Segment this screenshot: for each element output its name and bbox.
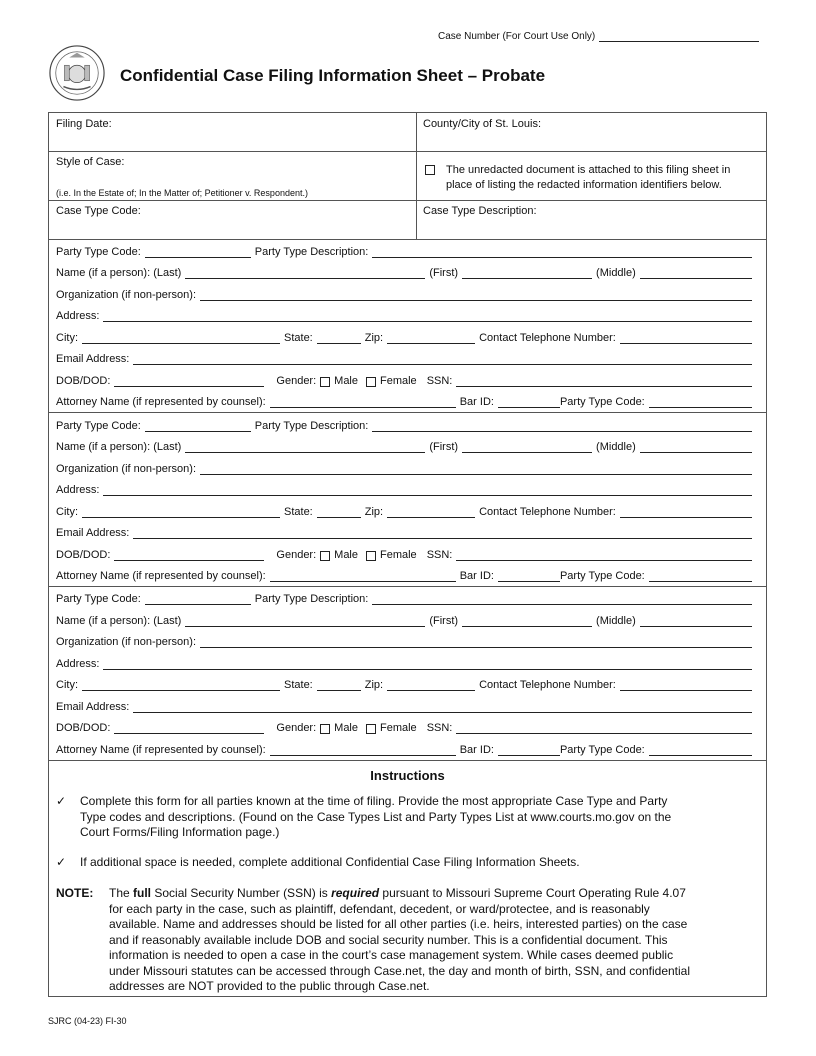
attorney-label: Attorney Name (if represented by counsel):: [56, 570, 266, 582]
divider: [48, 239, 767, 240]
checkmark-icon: ✓: [56, 855, 67, 869]
phone-input[interactable]: [620, 679, 752, 691]
form-id: SJRC (04-23) FI-30: [48, 1016, 127, 1026]
middle-name-input[interactable]: [640, 615, 752, 627]
party-type-code-input[interactable]: [145, 246, 251, 258]
style-of-case-hint: (i.e. In the Estate of; In the Matter of; Petitioner v. Respondent.): [56, 188, 308, 198]
middle-name-label: (Middle): [596, 267, 636, 279]
instructions-title: Instructions: [370, 768, 445, 783]
email-input[interactable]: [133, 353, 752, 365]
zip-label: Zip:: [364, 332, 384, 344]
unredacted-text: The unredacted document is attached to this filing sheet in: [446, 164, 731, 176]
address-input[interactable]: [103, 658, 752, 670]
zip-label: Zip:: [364, 679, 384, 691]
organization-input[interactable]: [200, 463, 752, 475]
first-name-input[interactable]: [462, 615, 592, 627]
city-input[interactable]: [82, 506, 280, 518]
instruction-item: Complete this form for all parties known at the time of filing. Provide the most appropriate Case Type and Party Type codes and descriptions. (Found on the Case Types List and Party Types List at www.courts.mo.gov on the Court Forms/Filing Information page.): [80, 794, 672, 839]
party-type-description-label: Party Type Description:: [254, 593, 369, 605]
middle-name-label: (Middle): [596, 441, 636, 453]
state-input[interactable]: [317, 679, 361, 691]
dob-input[interactable]: [114, 375, 264, 387]
female-checkbox[interactable]: [366, 377, 376, 387]
party-type-code-input[interactable]: [145, 420, 251, 432]
attorney-input[interactable]: [270, 396, 456, 408]
bar-id-label: Bar ID:: [459, 744, 494, 756]
first-name-label: (First): [429, 615, 459, 627]
attorney-party-type-code-label: Party Type Code:: [559, 570, 645, 582]
gender-label: Gender:: [276, 375, 317, 387]
divider: [48, 151, 767, 152]
ssn-input[interactable]: [456, 375, 752, 387]
note-text: The full Social Security Number (SSN) is required pursuant to Missouri Supreme Court Operating Rule 4.07 for each party in the case, such as plaintiff, defendant, decedent, or ward/protectee, and is reasonably available. Name and addresses should be listed for all other parties (i.e. heirs, interested parties) on the case and if reasonably available include DOB and social security number. This is a confidential document. This information is needed to open a case in the court’s case management system. While cases deemed public under Missouri statutes can be accessed through Case.net, the day and month of birth, SSN, and confidential addresses are NOT provided to the public through Case.net.: [109, 886, 691, 993]
gender-label: Gender:: [276, 549, 317, 561]
first-name-input[interactable]: [462, 441, 592, 453]
dob-label: DOB/DOD:: [56, 722, 111, 734]
attorney-party-type-code-input[interactable]: [649, 570, 752, 582]
male-checkbox[interactable]: [320, 724, 330, 734]
middle-name-input[interactable]: [640, 267, 752, 279]
last-name-label: Name (if a person): (Last): [56, 615, 182, 627]
first-name-input[interactable]: [462, 267, 592, 279]
city-input[interactable]: [82, 679, 280, 691]
last-name-label: Name (if a person): (Last): [56, 441, 182, 453]
last-name-label: Name (if a person): (Last): [56, 267, 182, 279]
bar-id-input[interactable]: [498, 744, 560, 756]
last-name-input[interactable]: [185, 615, 425, 627]
email-label: Email Address:: [56, 701, 130, 713]
ssn-label: SSN:: [426, 549, 453, 561]
address-label: Address:: [56, 484, 100, 496]
phone-label: Contact Telephone Number:: [479, 332, 616, 344]
phone-input[interactable]: [620, 332, 752, 344]
ssn-label: SSN:: [426, 722, 453, 734]
attorney-label: Attorney Name (if represented by counsel):: [56, 396, 266, 408]
female-label: Female: [380, 549, 417, 561]
attorney-party-type-code-input[interactable]: [649, 396, 752, 408]
city-label: City:: [56, 332, 78, 344]
address-input[interactable]: [103, 310, 752, 322]
male-checkbox[interactable]: [320, 551, 330, 561]
phone-label: Contact Telephone Number:: [479, 679, 616, 691]
last-name-input[interactable]: [185, 267, 425, 279]
divider: [48, 586, 767, 587]
gender-label: Gender:: [276, 722, 317, 734]
attorney-party-type-code-input[interactable]: [649, 744, 752, 756]
divider: [416, 112, 417, 239]
party-type-code-label: Party Type Code:: [56, 246, 141, 258]
party-type-description-label: Party Type Description:: [254, 420, 369, 432]
city-input[interactable]: [82, 332, 280, 344]
note-label: NOTE:: [56, 886, 94, 900]
party-type-description-input[interactable]: [372, 246, 752, 258]
missouri-state-seal-icon: [48, 44, 106, 102]
party-type-description-label: Party Type Description:: [254, 246, 369, 258]
phone-label: Contact Telephone Number:: [479, 506, 616, 518]
divider: [48, 412, 767, 413]
address-input[interactable]: [103, 484, 752, 496]
case-type-code-field[interactable]: Case Type Code:: [56, 205, 141, 217]
female-checkbox[interactable]: [366, 551, 376, 561]
organization-label: Organization (if non-person):: [56, 463, 197, 475]
address-label: Address:: [56, 310, 100, 322]
unredacted-checkbox[interactable]: [425, 165, 435, 175]
bar-id-input[interactable]: [498, 570, 560, 582]
male-label: Male: [334, 375, 358, 387]
female-label: Female: [380, 722, 417, 734]
case-number-label: Case Number (For Court Use Only): [438, 31, 759, 42]
zip-input[interactable]: [387, 679, 475, 691]
state-label: State:: [284, 506, 313, 518]
organization-input[interactable]: [200, 289, 752, 301]
phone-input[interactable]: [620, 506, 752, 518]
male-label: Male: [334, 722, 358, 734]
state-label: State:: [284, 332, 313, 344]
party-type-description-input[interactable]: [372, 420, 752, 432]
email-label: Email Address:: [56, 353, 130, 365]
last-name-input[interactable]: [185, 441, 425, 453]
party-type-code-input[interactable]: [145, 593, 251, 605]
female-label: Female: [380, 375, 417, 387]
ssn-label: SSN:: [426, 375, 453, 387]
county-field[interactable]: County/City of St. Louis:: [423, 118, 541, 130]
bar-id-input[interactable]: [498, 396, 560, 408]
divider: [48, 760, 767, 761]
bar-id-label: Bar ID:: [459, 396, 494, 408]
ssn-input[interactable]: [456, 549, 752, 561]
unredacted-text: place of listing the redacted information identifiers below.: [446, 179, 722, 191]
zip-input[interactable]: [387, 506, 475, 518]
organization-input[interactable]: [200, 636, 752, 648]
instruction-item: If additional space is needed, complete additional Confidential Case Filing Information Sheets.: [80, 855, 580, 869]
attorney-label: Attorney Name (if represented by counsel):: [56, 744, 266, 756]
dob-label: DOB/DOD:: [56, 375, 111, 387]
party-type-code-label: Party Type Code:: [56, 593, 141, 605]
party-type-description-input[interactable]: [372, 593, 752, 605]
email-input[interactable]: [133, 701, 752, 713]
page-title: Confidential Case Filing Information Sheet – Probate: [120, 66, 546, 85]
attorney-party-type-code-label: Party Type Code:: [559, 744, 645, 756]
zip-label: Zip:: [364, 506, 384, 518]
attorney-input[interactable]: [270, 570, 456, 582]
dob-label: DOB/DOD:: [56, 549, 111, 561]
address-label: Address:: [56, 658, 100, 670]
party-type-code-label: Party Type Code:: [56, 420, 141, 432]
male-label: Male: [334, 549, 358, 561]
case-type-description-field[interactable]: Case Type Description:: [423, 205, 537, 217]
state-input[interactable]: [317, 332, 361, 344]
email-label: Email Address:: [56, 527, 130, 539]
ssn-input[interactable]: [456, 722, 752, 734]
case-number-field[interactable]: [599, 31, 759, 42]
dob-input[interactable]: [114, 549, 264, 561]
state-label: State:: [284, 679, 313, 691]
male-checkbox[interactable]: [320, 377, 330, 387]
first-name-label: (First): [429, 267, 459, 279]
first-name-label: (First): [429, 441, 459, 453]
middle-name-label: (Middle): [596, 615, 636, 627]
attorney-input[interactable]: [270, 744, 456, 756]
zip-input[interactable]: [387, 332, 475, 344]
style-of-case-field[interactable]: Style of Case:: [56, 156, 125, 168]
bar-id-label: Bar ID:: [459, 570, 494, 582]
checkmark-icon: ✓: [56, 794, 67, 808]
state-input[interactable]: [317, 506, 361, 518]
city-label: City:: [56, 506, 78, 518]
female-checkbox[interactable]: [366, 724, 376, 734]
city-label: City:: [56, 679, 78, 691]
attorney-party-type-code-label: Party Type Code:: [559, 396, 645, 408]
dob-input[interactable]: [114, 722, 264, 734]
divider: [48, 200, 767, 201]
middle-name-input[interactable]: [640, 441, 752, 453]
filing-date-field[interactable]: Filing Date:: [56, 118, 112, 130]
organization-label: Organization (if non-person):: [56, 289, 197, 301]
organization-label: Organization (if non-person):: [56, 636, 197, 648]
email-input[interactable]: [133, 527, 752, 539]
